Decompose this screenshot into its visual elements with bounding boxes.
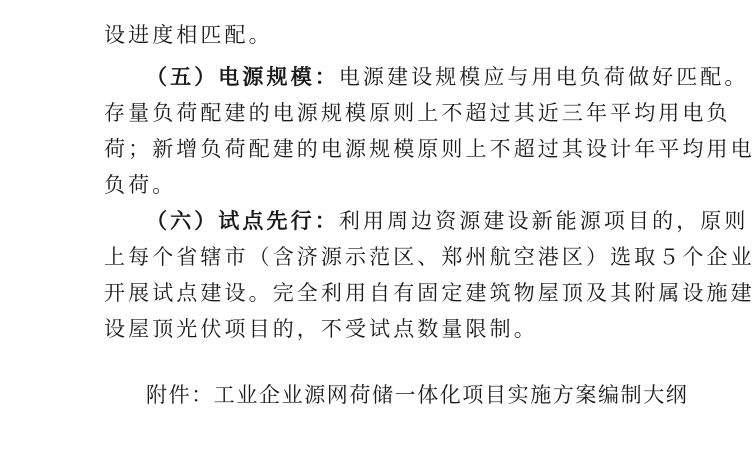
section-5-line: 荷；新增负荷配建的电源规模原则上不超过其设计年平均用电 xyxy=(104,137,755,161)
paragraph-line: 设进度相匹配。 xyxy=(104,23,273,47)
section-6-first-line xyxy=(146,207,749,235)
section-6-line: 设屋顶光伏项目的，不受试点数量限制。 xyxy=(104,317,538,341)
section-5-heading: （五）电源规模： xyxy=(146,64,339,89)
section-5-line: 存量负荷配建的电源规模原则上不超过其近三年平均用电负 xyxy=(104,101,731,125)
section-5-first-line xyxy=(146,63,749,91)
attachment-line: 附件：工业企业源网荷储一体化项目实施方案编制大纲 xyxy=(146,383,689,407)
section-6-text: 利用周边资源建设新能源项目的，原则 xyxy=(338,209,749,233)
section-6-line: 上每个省辖市（含济源示范区、郑州航空港区）选取５个企业 xyxy=(104,245,755,269)
section-6-line: 开展试点建设。完全利用自有固定建筑物屋顶及其附属设施建 xyxy=(104,281,755,305)
section-5-line: 负荷。 xyxy=(104,173,177,197)
section-6-heading: （六）试点先行： xyxy=(146,208,339,233)
section-5-text: 电源建设规模应与用电负荷做好匹配。 xyxy=(338,65,749,89)
